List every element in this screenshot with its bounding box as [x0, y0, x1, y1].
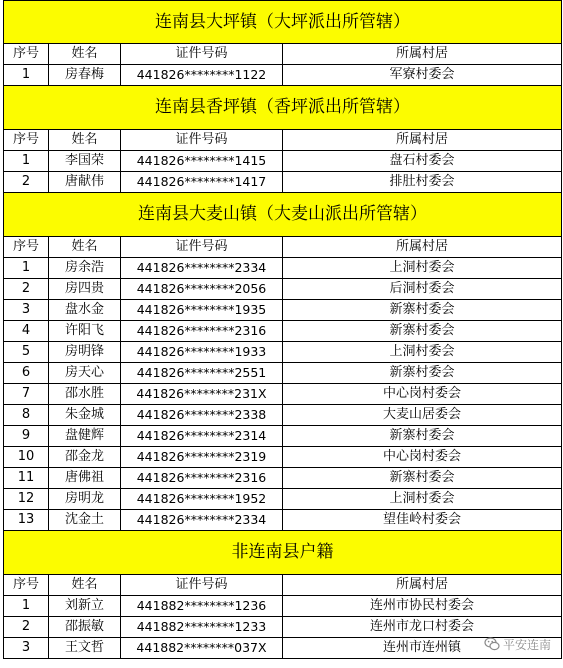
seq-cell: 1 — [4, 258, 49, 279]
name-cell: 房春梅 — [49, 65, 121, 86]
id-number-cell: 441826********2316 — [121, 468, 283, 489]
id-number-cell: 441826********2319 — [121, 447, 283, 468]
wechat-icon — [484, 636, 500, 652]
seq-cell: 2 — [4, 172, 49, 193]
header-seq: 序号 — [4, 130, 49, 151]
table-row — [4, 638, 562, 659]
header-village: 所属村居 — [283, 130, 562, 151]
village-cell: 中心岗村委会 — [283, 447, 562, 468]
seq-cell: 12 — [4, 489, 49, 510]
table-row — [4, 489, 562, 510]
id-number-cell: 441826********231X — [121, 384, 283, 405]
header-id-number: 证件号码 — [121, 130, 283, 151]
seq-cell: 5 — [4, 342, 49, 363]
name-cell: 邵水胜 — [49, 384, 121, 405]
table-row — [4, 384, 562, 405]
village-cell: 新寨村委会 — [283, 363, 562, 384]
name-cell: 唐献伟 — [49, 172, 121, 193]
name-cell: 朱金城 — [49, 405, 121, 426]
seq-cell: 1 — [4, 596, 49, 617]
seq-cell: 1 — [4, 151, 49, 172]
id-number-cell: 441826********1417 — [121, 172, 283, 193]
seq-cell: 13 — [4, 510, 49, 531]
village-cell: 连州市连州镇 — [283, 638, 562, 659]
seq-cell: 11 — [4, 468, 49, 489]
village-cell: 排肚村委会 — [283, 172, 562, 193]
table-row — [4, 363, 562, 384]
table-row — [4, 405, 562, 426]
roster-table — [3, 0, 562, 659]
section-title: 非连南县户籍 — [4, 531, 562, 575]
village-cell: 新寨村委会 — [283, 426, 562, 447]
header-village: 所属村居 — [283, 44, 562, 65]
table-row — [4, 447, 562, 468]
column-header-row — [4, 44, 562, 65]
village-cell: 连州市龙口村委会 — [283, 617, 562, 638]
table-row — [4, 279, 562, 300]
table-row — [4, 510, 562, 531]
name-cell: 房明锋 — [49, 342, 121, 363]
id-number-cell: 441826********2334 — [121, 510, 283, 531]
seq-cell: 2 — [4, 617, 49, 638]
section-title-row — [4, 531, 562, 575]
village-cell: 上洞村委会 — [283, 489, 562, 510]
id-number-cell: 441826********2314 — [121, 426, 283, 447]
id-number-cell: 441826********2338 — [121, 405, 283, 426]
section-title-row — [4, 193, 562, 237]
village-cell: 上洞村委会 — [283, 258, 562, 279]
table-row — [4, 617, 562, 638]
village-cell: 新寨村委会 — [283, 321, 562, 342]
id-number-cell: 441826********2334 — [121, 258, 283, 279]
header-name: 姓名 — [49, 44, 121, 65]
village-cell: 新寨村委会 — [283, 300, 562, 321]
village-cell: 望佳岭村委会 — [283, 510, 562, 531]
seq-cell: 9 — [4, 426, 49, 447]
id-number-cell: 441826********2056 — [121, 279, 283, 300]
id-number-cell: 441826********1933 — [121, 342, 283, 363]
name-cell: 王文哲 — [49, 638, 121, 659]
column-header-row — [4, 130, 562, 151]
seq-cell: 6 — [4, 363, 49, 384]
name-cell: 盘健辉 — [49, 426, 121, 447]
id-number-cell: 441826********1122 — [121, 65, 283, 86]
table-row — [4, 151, 562, 172]
name-cell: 唐佛祖 — [49, 468, 121, 489]
table-row — [4, 468, 562, 489]
table-row — [4, 426, 562, 447]
table-row — [4, 300, 562, 321]
id-number-cell: 441882********1236 — [121, 596, 283, 617]
id-number-cell: 441826********2551 — [121, 363, 283, 384]
name-cell: 沈金土 — [49, 510, 121, 531]
name-cell: 房余浩 — [49, 258, 121, 279]
section-title: 连南县大麦山镇（大麦山派出所管辖） — [4, 193, 562, 237]
seq-cell: 7 — [4, 384, 49, 405]
table-row — [4, 596, 562, 617]
name-cell: 刘新立 — [49, 596, 121, 617]
section-title: 连南县香坪镇（香坪派出所管辖） — [4, 86, 562, 130]
header-name: 姓名 — [49, 130, 121, 151]
header-village: 所属村居 — [283, 575, 562, 596]
seq-cell: 10 — [4, 447, 49, 468]
header-id-number: 证件号码 — [121, 237, 283, 258]
id-number-cell: 441826********1935 — [121, 300, 283, 321]
name-cell: 房天心 — [49, 363, 121, 384]
header-village: 所属村居 — [283, 237, 562, 258]
section-title-row — [4, 86, 562, 130]
village-cell: 大麦山居委会 — [283, 405, 562, 426]
id-number-cell: 441882********1233 — [121, 617, 283, 638]
column-header-row — [4, 237, 562, 258]
watermark-text: 平安连南 — [503, 637, 552, 652]
seq-cell: 4 — [4, 321, 49, 342]
name-cell: 李国荣 — [49, 151, 121, 172]
id-number-cell: 441826********1952 — [121, 489, 283, 510]
section-title: 连南县大坪镇（大坪派出所管辖） — [4, 1, 562, 44]
id-number-cell: 441826********2316 — [121, 321, 283, 342]
village-cell: 后洞村委会 — [283, 279, 562, 300]
village-cell: 上洞村委会 — [283, 342, 562, 363]
header-id-number: 证件号码 — [121, 575, 283, 596]
name-cell: 许阳飞 — [49, 321, 121, 342]
name-cell: 房明龙 — [49, 489, 121, 510]
table-row — [4, 342, 562, 363]
village-cell: 军寮村委会 — [283, 65, 562, 86]
name-cell: 房四贵 — [49, 279, 121, 300]
header-id-number: 证件号码 — [121, 44, 283, 65]
name-cell: 邵金龙 — [49, 447, 121, 468]
village-cell: 盘石村委会 — [283, 151, 562, 172]
table-row — [4, 65, 562, 86]
seq-cell: 3 — [4, 638, 49, 659]
table-row — [4, 321, 562, 342]
table-row — [4, 258, 562, 279]
village-cell: 中心岗村委会 — [283, 384, 562, 405]
column-header-row — [4, 575, 562, 596]
header-name: 姓名 — [49, 237, 121, 258]
header-seq: 序号 — [4, 575, 49, 596]
seq-cell: 8 — [4, 405, 49, 426]
seq-cell: 3 — [4, 300, 49, 321]
table-row — [4, 172, 562, 193]
section-title-row — [4, 1, 562, 44]
watermark — [484, 633, 551, 655]
village-cell: 新寨村委会 — [283, 468, 562, 489]
name-cell: 邵振敏 — [49, 617, 121, 638]
id-number-cell: 441882********037X — [121, 638, 283, 659]
header-seq: 序号 — [4, 44, 49, 65]
village-cell: 连州市协民村委会 — [283, 596, 562, 617]
id-number-cell: 441826********1415 — [121, 151, 283, 172]
header-seq: 序号 — [4, 237, 49, 258]
name-cell: 盘水金 — [49, 300, 121, 321]
seq-cell: 2 — [4, 279, 49, 300]
seq-cell: 1 — [4, 65, 49, 86]
header-name: 姓名 — [49, 575, 121, 596]
